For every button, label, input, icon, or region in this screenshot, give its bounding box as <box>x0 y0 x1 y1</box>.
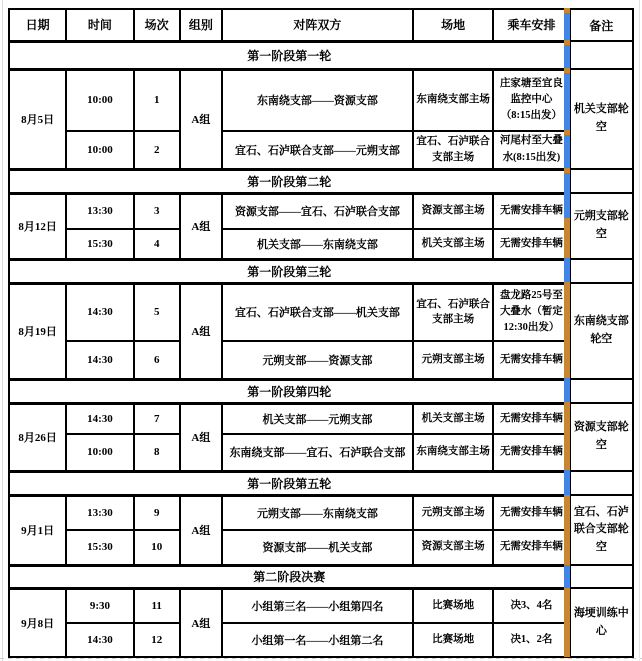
stage-band-row <box>9 471 633 495</box>
match-no-cell: 9 <box>134 495 180 530</box>
column-highlight-stripe <box>564 8 570 657</box>
match-row <box>9 530 633 565</box>
transport-cell: 决1、2名 <box>493 623 569 657</box>
group-cell: A组 <box>180 193 222 259</box>
transport-cell: 无需安排车辆 <box>493 434 569 471</box>
page-gridline-right <box>639 0 640 661</box>
venue-cell: 机关支部主场 <box>413 229 493 259</box>
opponents-cell: 小组第一名——小组第二名 <box>222 623 413 657</box>
stage-title: 第一阶段第二轮 <box>9 169 570 193</box>
time-cell: 10:00 <box>66 69 133 131</box>
time-cell: 10:00 <box>66 434 133 471</box>
venue-cell: 宜石、石泸联合支部主场 <box>413 131 493 169</box>
col-header-transport: 乘车安排 <box>493 9 569 41</box>
time-cell: 10:00 <box>66 131 133 169</box>
match-row <box>9 588 633 623</box>
match-no-cell: 11 <box>134 588 180 623</box>
remark-cell: 资源支部轮空 <box>570 403 633 471</box>
stage-title: 第二阶段决赛 <box>9 565 570 588</box>
match-row <box>9 69 633 131</box>
date-cell: 8月19日 <box>9 283 66 379</box>
remark-empty-cell <box>570 471 633 495</box>
venue-cell: 资源支部主场 <box>413 193 493 229</box>
header-row <box>9 9 633 41</box>
opponents-cell: 机关支部——东南绕支部 <box>222 229 413 259</box>
venue-cell: 比赛场地 <box>413 588 493 623</box>
opponents-cell: 机关支部——元朔支部 <box>222 403 413 434</box>
time-cell: 14:30 <box>66 623 133 657</box>
venue-cell: 东南绕支部主场 <box>413 69 493 131</box>
match-no-cell: 12 <box>134 623 180 657</box>
group-cell: A组 <box>180 588 222 657</box>
stage-title: 第一阶段第三轮 <box>9 259 570 283</box>
stage-title: 第一阶段第四轮 <box>9 379 570 403</box>
group-cell: A组 <box>180 495 222 565</box>
remark-empty-cell <box>570 41 633 69</box>
opponents-cell: 元朔支部——东南绕支部 <box>222 495 413 530</box>
remark-empty-cell <box>570 169 633 193</box>
remark-empty-cell <box>570 259 633 283</box>
time-cell: 14:30 <box>66 403 133 434</box>
time-cell: 14:30 <box>66 341 133 379</box>
col-header-date: 日期 <box>9 9 66 41</box>
match-row <box>9 623 633 657</box>
match-no-cell: 6 <box>134 341 180 379</box>
remark-cell: 海埂训练中心 <box>570 588 633 657</box>
remark-cell: 宜石、石泸联合支部轮空 <box>570 495 633 565</box>
venue-cell: 机关支部主场 <box>413 403 493 434</box>
stage-band-row <box>9 565 633 588</box>
stage-band-row <box>9 41 633 69</box>
venue-cell: 宜石、石泸联合支部主场 <box>413 283 493 341</box>
match-no-cell: 5 <box>134 283 180 341</box>
match-no-cell: 10 <box>134 530 180 565</box>
stage-title: 第一阶段第一轮 <box>9 41 570 69</box>
match-row <box>9 341 633 379</box>
venue-cell: 元朔支部主场 <box>413 495 493 530</box>
time-cell: 15:30 <box>66 229 133 259</box>
match-no-cell: 8 <box>134 434 180 471</box>
page-gridline-left <box>2 0 3 661</box>
transport-cell: 无需安排车辆 <box>493 530 569 565</box>
opponents-cell: 资源支部——机关支部 <box>222 530 413 565</box>
match-no-cell: 7 <box>134 403 180 434</box>
opponents-cell: 资源支部——宜石、石泸联合支部 <box>222 193 413 229</box>
transport-cell: 无需安排车辆 <box>493 495 569 530</box>
transport-cell: 决3、4名 <box>493 588 569 623</box>
date-cell: 8月12日 <box>9 193 66 259</box>
remark-empty-cell <box>570 565 633 588</box>
venue-cell: 东南绕支部主场 <box>413 434 493 471</box>
opponents-cell: 宜石、石泸联合支部——元朔支部 <box>222 131 413 169</box>
stage-band-row <box>9 169 633 193</box>
match-no-cell: 3 <box>134 193 180 229</box>
match-no-cell: 4 <box>134 229 180 259</box>
match-no-cell: 1 <box>134 69 180 131</box>
match-row <box>9 193 633 229</box>
group-cell: A组 <box>180 283 222 379</box>
col-header-group: 组别 <box>180 9 222 41</box>
opponents-cell: 小组第三名——小组第四名 <box>222 588 413 623</box>
stage-band-row <box>9 379 633 403</box>
remark-empty-cell <box>570 379 633 403</box>
time-cell: 13:30 <box>66 495 133 530</box>
stage-title: 第一阶段第五轮 <box>9 471 570 495</box>
col-header-remark: 备注 <box>570 9 633 41</box>
transport-cell: 无需安排车辆 <box>493 403 569 434</box>
match-schedule-table <box>8 8 634 658</box>
venue-cell: 比赛场地 <box>413 623 493 657</box>
transport-cell: 盘龙路25号至大叠水（暂定12:30出发） <box>493 283 569 341</box>
match-row <box>9 403 633 434</box>
match-row <box>9 229 633 259</box>
transport-cell: 无需安排车辆 <box>493 341 569 379</box>
remark-cell: 东南绕支部轮空 <box>570 283 633 379</box>
remark-cell: 机关支部轮空 <box>570 69 633 169</box>
time-cell: 9:30 <box>66 588 133 623</box>
match-no-cell: 2 <box>134 131 180 169</box>
col-header-match-no: 场次 <box>134 9 180 41</box>
venue-cell: 资源支部主场 <box>413 530 493 565</box>
col-header-venue: 场地 <box>413 9 493 41</box>
venue-cell: 元朔支部主场 <box>413 341 493 379</box>
transport-cell: 庄家塘至宜良监控中心（8:15出发） <box>493 69 569 131</box>
time-cell: 13:30 <box>66 193 133 229</box>
match-row <box>9 131 633 169</box>
col-header-time: 时间 <box>66 9 133 41</box>
date-cell: 9月8日 <box>9 588 66 657</box>
match-row <box>9 495 633 530</box>
opponents-cell: 东南绕支部——资源支部 <box>222 69 413 131</box>
col-header-opponents: 对阵双方 <box>222 9 413 41</box>
time-cell: 15:30 <box>66 530 133 565</box>
match-row <box>9 434 633 471</box>
group-cell: A组 <box>180 69 222 169</box>
transport-cell: 无需安排车辆 <box>493 229 569 259</box>
opponents-cell: 宜石、石泸联合支部——机关支部 <box>222 283 413 341</box>
time-cell: 14:30 <box>66 283 133 341</box>
group-cell: A组 <box>180 403 222 471</box>
transport-cell: 河尾村至大叠水(8:15出发) <box>493 131 569 169</box>
page-gridline-bottom <box>0 658 642 659</box>
transport-cell: 无需安排车辆 <box>493 193 569 229</box>
date-cell: 8月26日 <box>9 403 66 471</box>
stage-band-row <box>9 259 633 283</box>
match-row <box>9 283 633 341</box>
date-cell: 8月5日 <box>9 69 66 169</box>
opponents-cell: 东南绕支部——宜石、石泸联合支部 <box>222 434 413 471</box>
opponents-cell: 元朔支部——资源支部 <box>222 341 413 379</box>
date-cell: 9月1日 <box>9 495 66 565</box>
remark-cell: 元朔支部轮空 <box>570 193 633 259</box>
